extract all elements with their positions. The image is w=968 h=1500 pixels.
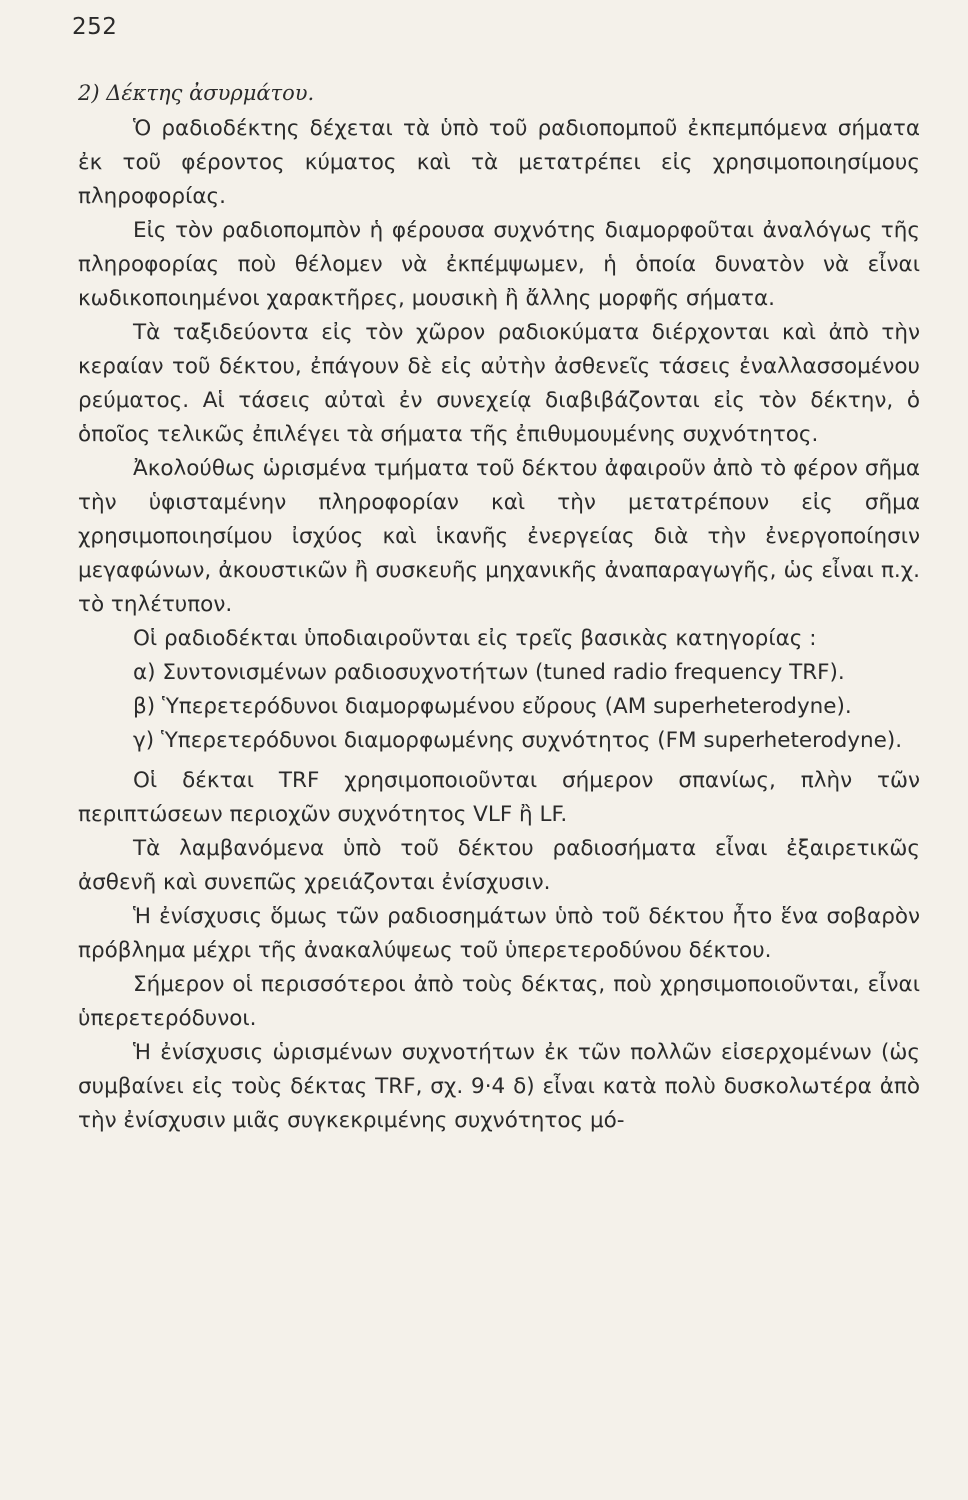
category-item: β) Ὑπερετερόδυνοι διαμορφωμένου εὔρους (AM superheterodyne). — [133, 694, 852, 719]
category-item: α) Συντονισμένων ραδιοσυχνοτήτων (tuned radio frequency TRF). — [133, 660, 845, 685]
page-number: 252 — [72, 14, 118, 40]
paragraph: Τὰ λαμβανόμενα ὑπὸ τοῦ δέκτου ραδιοσήματα εἶναι ἐξαιρετικῶς ἀσθενῆ καὶ συνεπῶς χρειάζονται ἐνίσχυσιν. — [78, 836, 920, 895]
paragraph: Τὰ ταξιδεύοντα εἰς τὸν χῶρον ραδιοκύματα διέρχονται καὶ ἀπὸ τὴν κεραίαν τοῦ δέκτου, ἐπάγουν δὲ εἰς αὐτὴν ἀσθενεῖς τάσεις ἐναλλασσομένου ρεύματος. Αἱ τάσεις αὐταὶ ἐν συνεχείᾳ διαβιβάζονται εἰς τὸν δέκτην, ὁ ὁποῖος τελικῶς ἐπιλέγει τὰ σήματα τῆς ἐπιθυμουμένης συχνότητος. — [78, 320, 920, 447]
paragraph: Ἡ ἐνίσχυσις ὡρισμένων συχνοτήτων ἐκ τῶν πολλῶν εἰσερχομένων (ὡς συμβαίνει εἰς τοὺς δέκτας TRF, σχ. 9·4 δ) εἶναι κατὰ πολὺ δυσκολωτέρα ἀπὸ τὴν ἐνίσχυσιν μιᾶς συγκεκριμένης συχνότητος μό- — [78, 1040, 920, 1133]
paragraph: Ἀκολούθως ὡρισμένα τμήματα τοῦ δέκτου ἀφαιροῦν ἀπὸ τὸ φέρον σῆμα τὴν ὑφισταμένην πληροφορίαν καὶ τὴν μετατρέπουν εἰς σῆμα χρησιμοποιησίμου ἰσχύος καὶ ἱκανῆς ἐνεργείας διὰ τὴν ἐνεργοποίησιν μεγαφώνων, ἀκουστικῶν ἢ συσκευῆς μηχανικῆς ἀναπαραγωγῆς, ὡς εἶναι π.χ. τὸ τηλέτυπον. — [78, 456, 920, 617]
body-text — [78, 76, 920, 1138]
paragraph: Οἱ δέκται TRF χρησιμοποιοῦνται σήμερον σπανίως, πλὴν τῶν περιπτώσεων περιοχῶν συχνότητος VLF ἢ LF. — [78, 768, 920, 827]
paragraph: Εἰς τὸν ραδιοπομπὸν ἡ φέρουσα συχνότης διαμορφοῦται ἀναλόγως τῆς πληροφορίας ποὺ θέλομεν νὰ ἐκπέμψωμεν, ἡ ὁποία δυνατὸν νὰ εἶναι κωδικοποιημένοι χαρακτῆρες, μουσικὴ ἢ ἄλλης μορφῆς σήματα. — [78, 218, 920, 311]
paragraph: Οἱ ραδιοδέκται ὑποδιαιροῦνται εἰς τρεῖς βασικὰς κατηγορίας : — [133, 626, 817, 651]
category-item: γ) Ὑπερετερόδυνοι διαμορφωμένης συχνότητος (FM superheterodyne). — [133, 728, 903, 753]
paragraph: Ὁ ραδιοδέκτης δέχεται τὰ ὑπὸ τοῦ ραδιοπομποῦ ἐκπεμπόμενα σήματα ἐκ τοῦ φέροντος κύματος καὶ τὰ μετατρέπει εἰς χρησιμοποιησίμους πληροφορίας. — [78, 116, 920, 209]
section-heading: 2) Δέκτης ἀσυρμάτου. — [78, 81, 315, 105]
paragraph: Σήμερον οἱ περισσότεροι ἀπὸ τοὺς δέκτας, ποὺ χρησιμοποιοῦνται, εἶναι ὑπερετερόδυνοι. — [78, 972, 920, 1031]
paragraph: Ἡ ἐνίσχυσις ὅμως τῶν ραδιοσημάτων ὑπὸ τοῦ δέκτου ἦτο ἕνα σοβαρὸν πρόβλημα μέχρι τῆς ἀνακαλύψεως τοῦ ὑπερετεροδύνου δέκτου. — [78, 904, 920, 963]
